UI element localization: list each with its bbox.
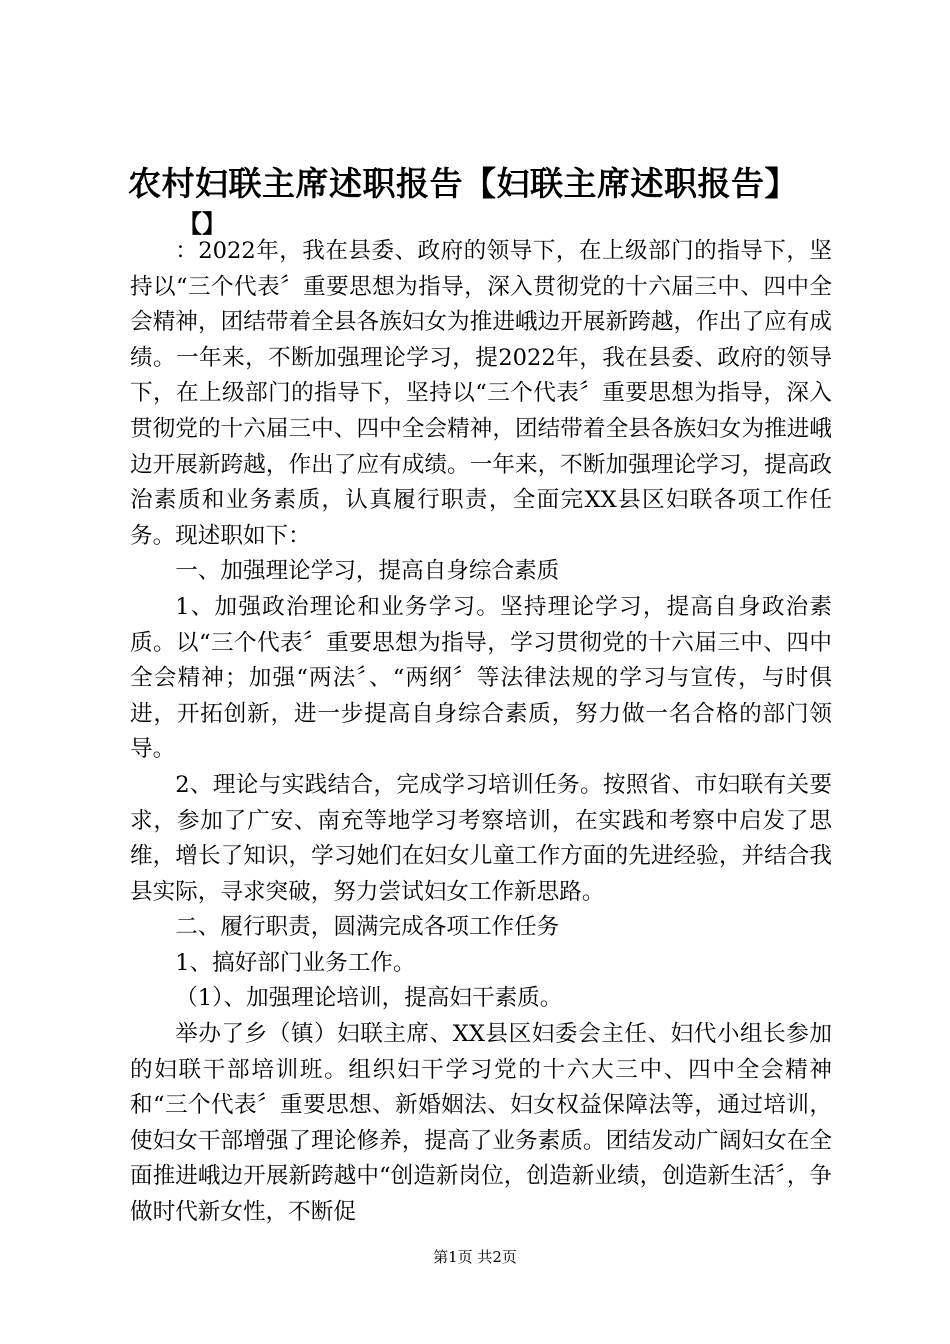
page-footer: 第1页 共2页 <box>433 1248 517 1266</box>
paragraph: 1、加强政治理论和业务学习。坚持理论学习，提高自身政治素质。以“三个代表〞重要思想为指导，学习贯彻党的十六届三中、四中全会精神；加强“两法〞、“两纲〞等法律法规的学习与宣传，与时俱进，开拓创新，进一步提高自身综合素质，努力做一名合格的部门领导。 <box>130 593 832 763</box>
sub-heading: 1、搞好部门业务工作。 <box>175 949 416 976</box>
sub-sub-heading: （1）、加强理论培训，提高妇干素质。 <box>175 985 563 1012</box>
section-heading-1: 一、加强理论学习，提高自身综合素质 <box>175 558 560 585</box>
document-subtitle: 【】 <box>178 209 226 238</box>
document-title: 农村妇联主席述职报告【妇联主席述职报告】 <box>128 164 798 203</box>
paragraph: 2、理论与实践结合，完成学习培训任务。按照省、市妇联有关要求，参加了广安、南充等地学习考察培训，在实践和考察中启发了思维，增长了知识，学习她们在妇女儿童工作方面的先进经验，并结合我县实际，寻求突破，努力尝试妇女工作新思路。 <box>130 771 832 905</box>
paragraph-intro: ：2022年，我在县委、政府的领导下，在上级部门的指导下，坚持以“三个代表〞重要思想为指导，深入贯彻党的十六届三中、四中全会精神，团结带着全县各族妇女为推进峨边开展新跨越，作出了应有成绩。一年来，不断加强理论学习，提2022年，我在县委、政府的领导下，在上级部门的指导下，坚持以“三个代表〞重要思想为指导，深入贯彻党的十六届三中、四中全会精神，团结带着全县各族妇女为推进峨边开展新跨越，作出了应有成绩。一年来，不断加强理论学习，提高政治素质和业务素质，认真履行职责，全面完XX县区妇联各项工作任务。现述职如下： <box>130 238 832 549</box>
paragraph: 举办了乡（镇）妇联主席、XX县区妇委会主任、妇代小组长参加的妇联干部培训班。组织妇干学习党的十六大三中、四中全会精神和“三个代表〞重要思想、新婚姻法、妇女权益保障法等，通过培训，使妇女干部增强了理论修养，提高了业务素质。团结发动广阔妇女在全面推进峨边开展新跨越中“创造新岗位，创造新业绩，创造新生活〞，争做时代新女性，不断促 <box>130 1021 832 1226</box>
document-body <box>130 234 832 1231</box>
section-heading-2: 二、履行职责，圆满完成各项工作任务 <box>175 914 560 941</box>
